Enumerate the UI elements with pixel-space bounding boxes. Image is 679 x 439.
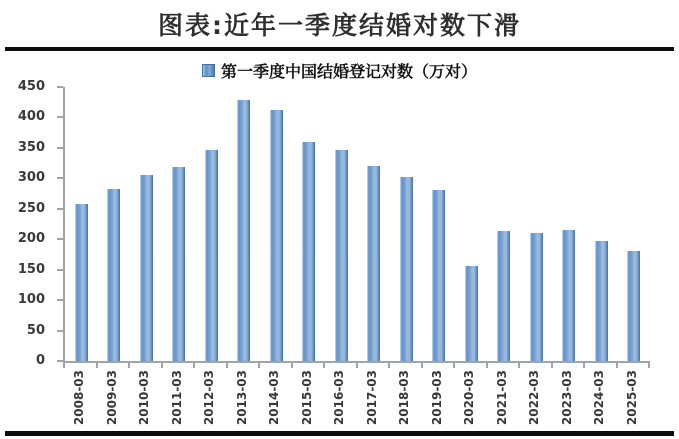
- x-tick-label: 2021-03: [494, 370, 509, 426]
- x-tick-label: 2016-03: [332, 370, 347, 426]
- x-axis-ticks: [63, 363, 650, 368]
- x-label-slot: [551, 370, 584, 428]
- x-tick-label: 2022-03: [527, 370, 542, 426]
- x-tick-mark: [388, 363, 390, 368]
- bar-slot: [423, 87, 456, 361]
- x-label-slot: [128, 370, 161, 428]
- bar-slot: [390, 87, 423, 361]
- bar-2011-03: [172, 167, 185, 361]
- x-tick-label: 2013-03: [234, 370, 249, 426]
- x-label-slot: [616, 370, 649, 428]
- x-tick-label: 2018-03: [397, 370, 412, 426]
- x-tick-mark: [453, 363, 455, 368]
- y-tick-mark: [57, 177, 63, 179]
- x-label-slot: [226, 370, 259, 428]
- bar-slot: [98, 87, 131, 361]
- bar-slot: [520, 87, 553, 361]
- bar-2016-03: [335, 150, 348, 361]
- bar-slot: [130, 87, 163, 361]
- x-axis-labels: [63, 370, 648, 428]
- bar-2018-03: [400, 177, 413, 361]
- bar-slot: [325, 87, 358, 361]
- x-label-slot: [323, 370, 356, 428]
- y-tick-label: 100: [17, 292, 45, 308]
- bar-slot: [488, 87, 521, 361]
- y-tick-mark: [57, 238, 63, 240]
- y-tick-mark: [57, 208, 63, 210]
- x-tick-label: 2009-03: [104, 370, 119, 426]
- x-tick-label: 2012-03: [202, 370, 217, 426]
- x-tick-mark: [258, 363, 260, 368]
- x-label-slot: [421, 370, 454, 428]
- x-tick-mark: [323, 363, 325, 368]
- bar-slot: [455, 87, 488, 361]
- x-label-slot: [193, 370, 226, 428]
- x-tick-mark: [648, 363, 650, 368]
- x-tick-label: 2010-03: [137, 370, 152, 426]
- x-tick-label: 2020-03: [462, 370, 477, 426]
- x-tick-mark: [63, 363, 65, 368]
- y-tick-mark: [57, 86, 63, 88]
- x-label-slot: [453, 370, 486, 428]
- x-tick-mark: [96, 363, 98, 368]
- x-tick-mark: [486, 363, 488, 368]
- x-tick-mark: [356, 363, 358, 368]
- bar-2019-03: [432, 190, 445, 361]
- x-label-slot: [161, 370, 194, 428]
- bar-series: [65, 87, 650, 361]
- x-tick-mark: [421, 363, 423, 368]
- y-tick-label: 400: [17, 109, 45, 125]
- y-tick-mark: [57, 269, 63, 271]
- x-tick-mark: [226, 363, 228, 368]
- bar-slot: [618, 87, 651, 361]
- plot-area: [63, 87, 650, 363]
- x-tick-label: 2011-03: [169, 370, 184, 426]
- x-tick-label: 2008-03: [72, 370, 87, 426]
- bar-2020-03: [465, 266, 478, 361]
- bar-2009-03: [107, 189, 120, 361]
- x-tick-mark: [551, 363, 553, 368]
- bar-slot: [358, 87, 391, 361]
- x-tick-mark: [583, 363, 585, 368]
- y-tick-mark: [57, 360, 63, 362]
- y-tick-label: 50: [26, 322, 45, 338]
- y-tick-mark: [57, 116, 63, 118]
- x-label-slot: [356, 370, 389, 428]
- bar-2008-03: [75, 204, 88, 361]
- x-label-slot: [518, 370, 551, 428]
- bar-slot: [65, 87, 98, 361]
- x-label-slot: [388, 370, 421, 428]
- bottom-divider: [5, 431, 674, 436]
- bar-2013-03: [237, 100, 250, 361]
- x-tick-label: 2015-03: [299, 370, 314, 426]
- y-tick-mark: [57, 147, 63, 149]
- bar-slot: [260, 87, 293, 361]
- x-tick-label: 2014-03: [267, 370, 282, 426]
- bar-2015-03: [302, 142, 315, 361]
- bar-slot: [228, 87, 261, 361]
- y-tick-mark: [57, 330, 63, 332]
- x-tick-label: 2023-03: [559, 370, 574, 426]
- x-tick-label: 2025-03: [624, 370, 639, 426]
- x-label-slot: [583, 370, 616, 428]
- x-label-slot: [63, 370, 96, 428]
- x-tick-mark: [518, 363, 520, 368]
- bar-slot: [553, 87, 586, 361]
- x-tick-mark: [161, 363, 163, 368]
- x-label-slot: [96, 370, 129, 428]
- bar-2012-03: [205, 150, 218, 361]
- top-divider: [5, 47, 674, 51]
- bar-2021-03: [497, 231, 510, 361]
- x-tick-mark: [616, 363, 618, 368]
- y-tick-label: 300: [17, 170, 45, 186]
- y-tick-label: 250: [17, 200, 45, 216]
- bar-2022-03: [530, 233, 543, 361]
- bar-2014-03: [270, 110, 283, 361]
- x-label-slot: [486, 370, 519, 428]
- bar-2023-03: [562, 230, 575, 361]
- y-axis-labels: [0, 79, 55, 368]
- legend-label: 第一季度中国结婚登记对数（万对）: [220, 62, 477, 81]
- bar-slot: [293, 87, 326, 361]
- bar-2025-03: [627, 251, 640, 361]
- y-tick-label: 0: [35, 353, 45, 368]
- x-label-slot: [258, 370, 291, 428]
- x-label-slot: [291, 370, 324, 428]
- y-tick-label: 450: [17, 79, 45, 94]
- y-tick-mark: [57, 299, 63, 301]
- y-tick-label: 200: [17, 231, 45, 247]
- x-tick-label: 2017-03: [364, 370, 379, 426]
- x-tick-mark: [128, 363, 130, 368]
- x-tick-mark: [291, 363, 293, 368]
- bar-2017-03: [367, 166, 380, 361]
- x-tick-label: 2024-03: [592, 370, 607, 426]
- bar-slot: [195, 87, 228, 361]
- y-tick-label: 350: [17, 139, 45, 155]
- bar-2010-03: [140, 175, 153, 361]
- legend: [0, 59, 679, 82]
- legend-square-icon: [202, 64, 215, 77]
- x-tick-label: 2019-03: [429, 370, 444, 426]
- x-tick-mark: [193, 363, 195, 368]
- bar-slot: [585, 87, 618, 361]
- bar-2024-03: [595, 241, 608, 361]
- bar-slot: [163, 87, 196, 361]
- y-tick-label: 150: [17, 261, 45, 277]
- page-title: 图表:近年一季度结婚对数下滑: [158, 11, 521, 40]
